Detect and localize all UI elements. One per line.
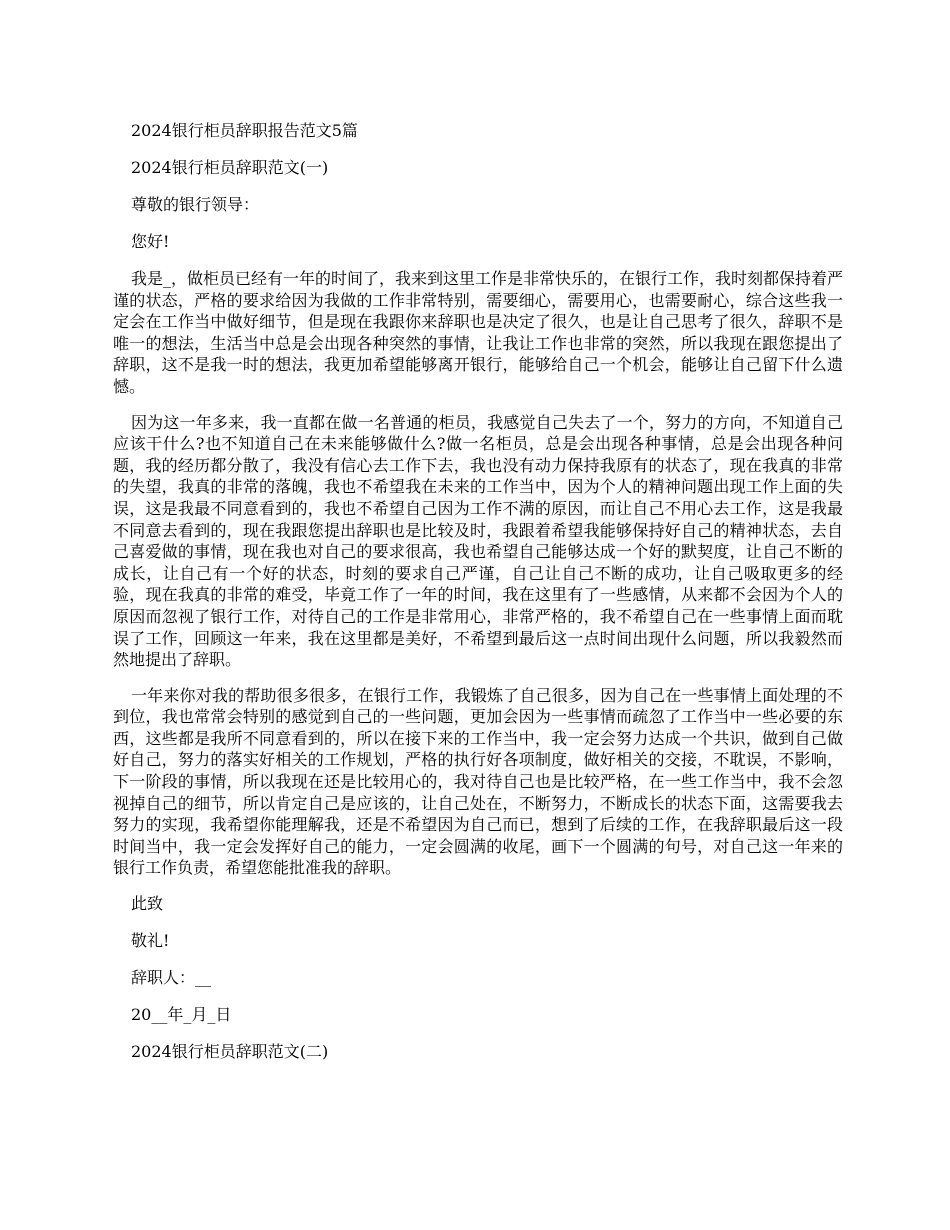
closing-line-2: 敬礼!	[131, 931, 170, 951]
body-paragraph-2: 因为这一年多来，我一直都在做一名普通的柜员，我感觉自己失去了一个，努力的方向，不知道自己应该干什么?也不知道自己在未来能够做什么?做一名柜员，总是会出现各种事情，总是会出现各种问题，我的经历都分散了，我没有信心去工作下去，我也没有动力保持我原有的状态了，现在我真的非常的失望，我真的非常的落魄，我也不希望我在未来的工作当中，因为个人的精神问题出现工作上面的失误，这是我最不同意看到的，我也不希望自己因为工作不满的原因，而让自己不用心去工作，这是我最不同意去看到的，现在我跟您提出辞职也是比较及时，我跟着希望我能够保持好自己的精神状态，去自己喜爱做的事情，现在我也对自己的要求很高，我也希望自己能够达成一个好的默契度，让自己不断的成长，让自己有一个好的状态，时刻的要求自己严谨，自己让自己不断的成功，让自己吸取更多的经验，现在我真的非常的难受，毕竟工作了一年的时间，我在这里有了一些感情，从来都不会因为个人的原因而忽视了银行工作，对待自己的工作是非常用心，非常严格的，我不希望自己在一些事情上面而耽误了工作，回顾这一年来，我在这里都是美好，不希望到最后这一点时间出现什么问题，所以我毅然而然地提出了辞职。	[113, 412, 843, 670]
body-paragraph-1: 我是_，做柜员已经有一年的时间了，我来到这里工作是非常快乐的，在银行工作，我时刻都保持着严谨的状态，严格的要求给因为我做的工作非常特别，需要细心，需要用心，也需要耐心，综合这些我一定会在工作当中做好细节，但是现在我跟你来辞职也是决定了很久，也是让自己思考了很久，辞职不是唯一的想法，生活当中总是会出现各种突然的事情，让我让工作也非常的突然，所以我现在跟您提出了辞职，这不是我一时的想法，我更加希望能够离开银行，能够给自己一个机会，能够让自己留下什么遗憾。	[113, 269, 844, 396]
closing-line-1: 此致	[131, 894, 164, 914]
body-paragraph-3: 一年来你对我的帮助很多很多，在银行工作，我锻炼了自己很多，因为自己在一些事情上面处理的不到位，我也常常会特别的感觉到自己的一些问题，更加会因为一些事情而疏忽了工作当中一些必要的东西，这些都是我所不同意看到的，所以在接下来的工作当中，我一定会努力达成一个共识，做到自己做好自己，努力的落实好相关的工作规划，严格的执行好各项制度，做好相关的交接，不耽误，不影响，下一阶段的事情，所以我现在还是比较用心的，我对待自己也是比较严格，在一些工作当中，我不会忽视掉自己的细节，所以肯定自己是应该的，让自己处在，不断努力，不断成长的状态下面，这需要我去努力的实现，我希望你能理解我，还是不希望因为自己而已，想到了后续的工作，在我辞职最后这一段时间当中，我一定会发挥好自己的能力，一定会圆满的收尾，画下一个圆满的句号，对自己这一年来的银行工作负责，希望您能批准我的辞职。	[113, 685, 843, 878]
date-line: 20__年_月_日	[131, 1005, 232, 1025]
salutation: 尊敬的银行领导：	[131, 195, 260, 214]
document-title: 2024银行柜员辞职报告范文5篇	[131, 121, 358, 140]
document-page	[113, 120, 843, 1078]
greeting: 您好!	[131, 232, 170, 251]
section-title-1: 2024银行柜员辞职范文(一)	[131, 158, 329, 177]
signer-line: 辞职人：__	[131, 968, 212, 988]
section-title-2: 2024银行柜员辞职范文(二)	[131, 1042, 329, 1062]
